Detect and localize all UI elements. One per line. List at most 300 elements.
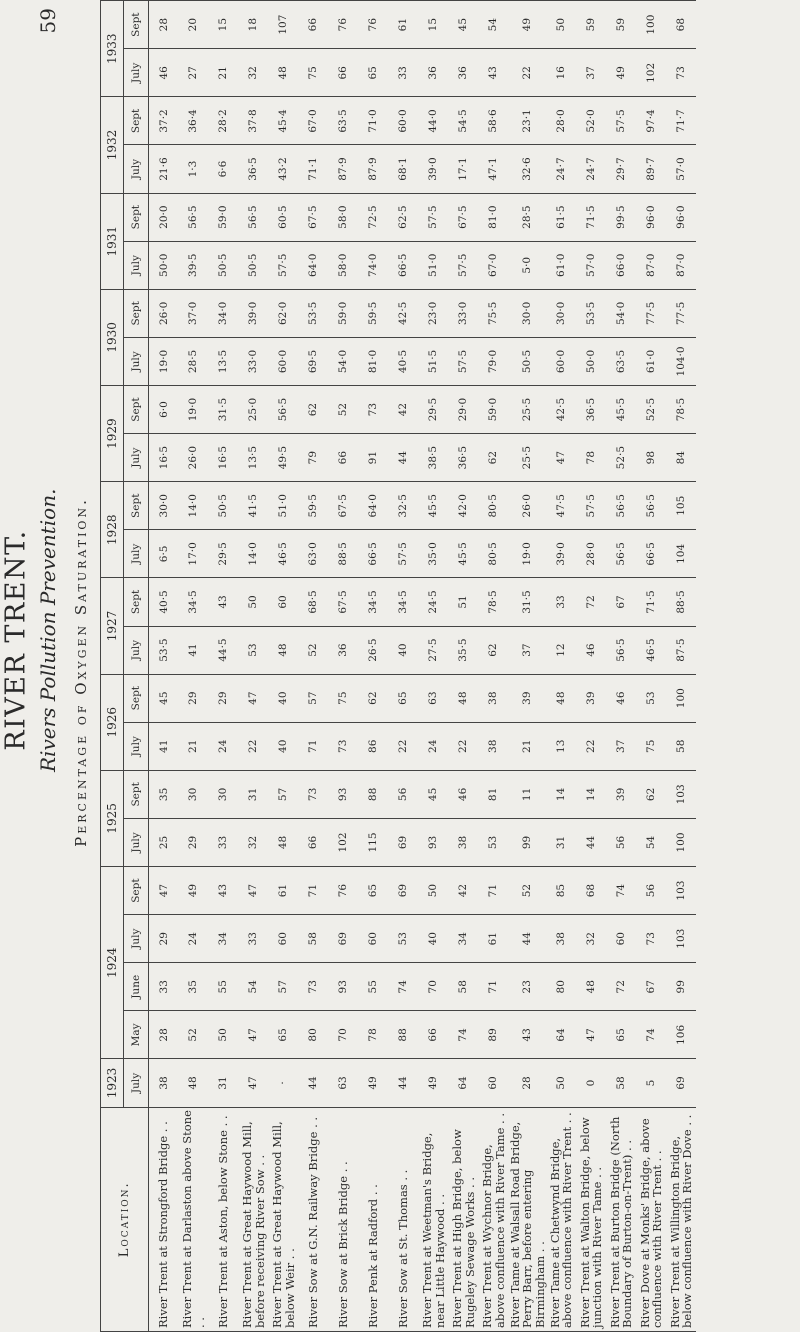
value-cell: 74	[636, 1011, 666, 1059]
month-header: Sept	[124, 289, 149, 337]
value-cell: 57·5	[449, 337, 479, 385]
value-cell: 57·5	[606, 97, 636, 145]
year-header: 1929	[101, 386, 124, 482]
value-cell: 28·5	[179, 337, 209, 385]
location-cell: River Dove at Monks' Bridge, above confluence with River Trent . .	[636, 1107, 666, 1331]
value-cell: 73	[299, 963, 329, 1011]
value-cell: 66	[329, 49, 359, 97]
value-cell: 80·5	[479, 530, 509, 578]
value-cell: 42	[389, 386, 419, 434]
value-cell: 33	[389, 49, 419, 97]
month-header: Sept	[124, 1, 149, 49]
value-cell: 67·0	[299, 97, 329, 145]
running-title: Rivers Pollution Prevention.	[36, 488, 60, 772]
value-cell: 72	[576, 578, 606, 626]
value-cell: 44·0	[419, 97, 449, 145]
year-header: 1928	[101, 482, 124, 578]
value-cell: 60·0	[269, 337, 299, 385]
location-cell: River Sow at G.N. Railway Bridge . .	[299, 1107, 329, 1331]
value-cell: 50·5	[509, 337, 547, 385]
value-cell: 46·5	[636, 626, 666, 674]
running-head	[32, 0, 66, 1332]
value-cell: 38·5	[419, 434, 449, 482]
value-cell: 36	[449, 49, 479, 97]
value-cell: 45·5	[419, 482, 449, 530]
value-cell: 56·5	[606, 626, 636, 674]
value-cell: 12	[546, 626, 576, 674]
value-cell: 49	[606, 49, 636, 97]
value-cell: 64·0	[299, 241, 329, 289]
value-cell: 29·0	[449, 386, 479, 434]
value-cell: 47	[239, 1011, 269, 1059]
value-cell: 104·0	[666, 337, 696, 385]
value-cell: 67·5	[329, 578, 359, 626]
value-cell: 52·0	[576, 97, 606, 145]
value-cell: 66	[299, 818, 329, 866]
value-cell: 48	[269, 626, 299, 674]
value-cell: 51	[449, 578, 479, 626]
year-header: 1925	[101, 770, 124, 866]
table-row	[666, 1, 696, 1332]
value-cell: 75	[299, 49, 329, 97]
value-cell: ·	[269, 1059, 299, 1107]
value-cell: 65	[359, 49, 389, 97]
month-header: July	[124, 241, 149, 289]
value-cell: 54	[239, 963, 269, 1011]
value-cell: 45	[149, 674, 179, 722]
value-cell: 61	[479, 915, 509, 963]
value-cell: 64·0	[359, 482, 389, 530]
value-cell: 32	[239, 818, 269, 866]
value-cell: 54	[479, 1, 509, 49]
value-cell: 70	[329, 1011, 359, 1059]
value-cell: 14·0	[239, 530, 269, 578]
value-cell: 46	[449, 770, 479, 818]
value-cell: 11	[509, 770, 547, 818]
year-header: 1927	[101, 578, 124, 674]
value-cell: 71	[299, 867, 329, 915]
value-cell: 28	[509, 1059, 547, 1107]
value-cell: 48	[576, 963, 606, 1011]
location-cell: River Trent at Strongford Bridge . .	[149, 1107, 179, 1331]
value-cell: 49	[509, 1, 547, 49]
value-cell: 58	[449, 963, 479, 1011]
value-cell: 43	[479, 49, 509, 97]
value-cell: 23·1	[509, 97, 547, 145]
value-cell: 25	[149, 818, 179, 866]
value-cell: 75	[329, 674, 359, 722]
value-cell: 19·0	[509, 530, 547, 578]
year-header: 1924	[101, 867, 124, 1059]
table-row	[269, 1, 299, 1332]
value-cell: 45·5	[449, 530, 479, 578]
value-cell: 32·6	[509, 145, 547, 193]
value-cell: 40·5	[149, 578, 179, 626]
value-cell: 60	[269, 578, 299, 626]
value-cell: 57·0	[666, 145, 696, 193]
table-row	[209, 1, 239, 1332]
value-cell: 62·5	[389, 193, 419, 241]
value-cell: 57·5	[449, 241, 479, 289]
value-cell: 55	[359, 963, 389, 1011]
value-cell: 31·5	[209, 386, 239, 434]
value-cell: 76	[359, 1, 389, 49]
value-cell: 102	[636, 49, 666, 97]
value-cell: 79	[299, 434, 329, 482]
value-cell: 71·7	[666, 97, 696, 145]
value-cell: 14	[576, 770, 606, 818]
month-header: July	[124, 818, 149, 866]
value-cell: 62·0	[269, 289, 299, 337]
table-row	[329, 1, 359, 1332]
table-row	[606, 1, 636, 1332]
value-cell: 45·5	[606, 386, 636, 434]
value-cell: 71	[479, 867, 509, 915]
value-cell: 100	[636, 1, 666, 49]
value-cell: 38	[149, 1059, 179, 1107]
value-cell: 19·0	[179, 386, 209, 434]
value-cell: 57	[299, 674, 329, 722]
value-cell: 87·9	[329, 145, 359, 193]
value-cell: 50·0	[576, 337, 606, 385]
value-cell: 25·0	[239, 386, 269, 434]
value-cell: 24	[179, 915, 209, 963]
value-cell: 57	[269, 963, 299, 1011]
value-cell: 31	[546, 818, 576, 866]
value-cell: 78	[359, 1011, 389, 1059]
value-cell: 51·5	[419, 337, 449, 385]
value-cell: 37	[576, 49, 606, 97]
month-header: Sept	[124, 867, 149, 915]
value-cell: 62	[359, 674, 389, 722]
table-row	[576, 1, 606, 1332]
value-cell: 57·5	[269, 241, 299, 289]
value-cell: 36·5	[449, 434, 479, 482]
value-cell: 36·5	[239, 145, 269, 193]
value-cell: 50	[546, 1059, 576, 1107]
value-cell: 32	[239, 49, 269, 97]
value-cell: 47·5	[546, 482, 576, 530]
table-row	[419, 1, 449, 1332]
value-cell: 42·5	[389, 289, 419, 337]
value-cell: 56	[636, 867, 666, 915]
value-cell: 30	[179, 770, 209, 818]
value-cell: 43	[509, 1011, 547, 1059]
value-cell: 28	[149, 1, 179, 49]
value-cell: 32	[576, 915, 606, 963]
value-cell: 50	[419, 867, 449, 915]
value-cell: 59·0	[209, 193, 239, 241]
value-cell: 67·5	[329, 482, 359, 530]
value-cell: 49	[179, 867, 209, 915]
value-cell: 19·0	[149, 337, 179, 385]
value-cell: 24·7	[546, 145, 576, 193]
value-cell: 61	[269, 867, 299, 915]
location-cell: River Trent at Wychnor Bridge, above confluence with River Tame . .	[479, 1107, 509, 1331]
value-cell: 43	[209, 578, 239, 626]
value-cell: 81·0	[359, 337, 389, 385]
value-cell: 40	[269, 674, 299, 722]
value-cell: 74	[389, 963, 419, 1011]
value-cell: 57·0	[576, 241, 606, 289]
value-cell: 56·5	[606, 482, 636, 530]
side-title-strip	[0, 0, 32, 1332]
value-cell: 50	[239, 578, 269, 626]
location-cell: River Penk at Radford . .	[359, 1107, 389, 1331]
value-cell: 34	[449, 915, 479, 963]
table-head	[101, 1, 149, 1332]
value-cell: 53	[636, 674, 666, 722]
side-title: RIVER TRENT.	[0, 529, 32, 751]
value-cell: 76	[329, 1, 359, 49]
table-row	[239, 1, 269, 1332]
value-cell: 57·5	[389, 530, 419, 578]
value-cell: 51·0	[269, 482, 299, 530]
value-cell: 46·5	[269, 530, 299, 578]
location-cell: River Trent at Aston, below Stone . .	[209, 1107, 239, 1331]
value-cell: 50	[546, 1, 576, 49]
value-cell: 58	[666, 722, 696, 770]
value-cell: 54·0	[606, 289, 636, 337]
value-cell: 53·5	[576, 289, 606, 337]
value-cell: 34·5	[359, 578, 389, 626]
value-cell: 67·0	[479, 241, 509, 289]
value-cell: 97·4	[636, 97, 666, 145]
value-cell: 13·5	[209, 337, 239, 385]
value-cell: 47	[239, 867, 269, 915]
value-cell: 35	[179, 963, 209, 1011]
table-row	[149, 1, 179, 1332]
value-cell: 21·6	[149, 145, 179, 193]
value-cell: 93	[329, 770, 359, 818]
value-cell: 99	[666, 963, 696, 1011]
value-cell: 71·5	[576, 193, 606, 241]
value-cell: 68·5	[299, 578, 329, 626]
value-cell: 52·5	[636, 386, 666, 434]
value-cell: 21	[209, 49, 239, 97]
value-cell: 74	[449, 1011, 479, 1059]
value-cell: 39	[576, 674, 606, 722]
value-cell: 36	[329, 626, 359, 674]
value-cell: 16·5	[209, 434, 239, 482]
value-cell: 58·0	[329, 193, 359, 241]
value-cell: 54·5	[449, 97, 479, 145]
value-cell: 71	[479, 963, 509, 1011]
value-cell: 103	[666, 915, 696, 963]
value-cell: 26·0	[509, 482, 547, 530]
value-cell: 93	[419, 818, 449, 866]
value-cell: 33	[209, 818, 239, 866]
value-cell: 105	[666, 482, 696, 530]
value-cell: 50	[209, 1011, 239, 1059]
value-cell: 43	[209, 867, 239, 915]
value-cell: 71·1	[299, 145, 329, 193]
value-cell: 68	[666, 1, 696, 49]
value-cell: 30	[209, 770, 239, 818]
table-row	[546, 1, 576, 1332]
year-header: 1930	[101, 289, 124, 385]
value-cell: 20	[179, 1, 209, 49]
value-cell: 23	[509, 963, 547, 1011]
value-cell: 100	[666, 674, 696, 722]
value-cell: 38	[449, 818, 479, 866]
location-header: Location.	[101, 1107, 149, 1331]
value-cell: 24	[209, 722, 239, 770]
location-cell: River Trent at Great Haywood Mill, below Weir . .	[269, 1107, 299, 1331]
value-cell: 89·7	[636, 145, 666, 193]
value-cell: 107	[269, 1, 299, 49]
value-cell: 44·5	[209, 626, 239, 674]
value-cell: 25·5	[509, 386, 547, 434]
value-cell: 39	[606, 770, 636, 818]
value-cell: 62	[479, 434, 509, 482]
value-cell: 65	[606, 1011, 636, 1059]
value-cell: 59·0	[479, 386, 509, 434]
value-cell: 44	[299, 1059, 329, 1107]
value-cell: 5·0	[509, 241, 547, 289]
value-cell: 30·0	[546, 289, 576, 337]
value-cell: 24·5	[419, 578, 449, 626]
value-cell: 6·6	[209, 145, 239, 193]
value-cell: 40	[269, 722, 299, 770]
table-body	[149, 1, 697, 1332]
month-header: June	[124, 963, 149, 1011]
month-header: July	[124, 49, 149, 97]
value-cell: 38	[479, 674, 509, 722]
value-cell: 56	[606, 818, 636, 866]
value-cell: 53	[389, 915, 419, 963]
month-header: Sept	[124, 97, 149, 145]
value-cell: 46	[576, 626, 606, 674]
value-cell: 99·5	[606, 193, 636, 241]
month-header: Sept	[124, 482, 149, 530]
value-cell: 45	[419, 770, 449, 818]
value-cell: 81·0	[479, 193, 509, 241]
value-cell: 76	[329, 867, 359, 915]
value-cell: 80	[546, 963, 576, 1011]
value-cell: 73	[329, 722, 359, 770]
value-cell: 28	[149, 1011, 179, 1059]
value-cell: 63·5	[329, 97, 359, 145]
value-cell: 6·5	[149, 530, 179, 578]
value-cell: 29·7	[606, 145, 636, 193]
value-cell: 62	[636, 770, 666, 818]
year-header: 1932	[101, 97, 124, 193]
value-cell: 85	[546, 867, 576, 915]
table-row	[636, 1, 666, 1332]
value-cell: 54·0	[329, 337, 359, 385]
value-cell: 28·2	[209, 97, 239, 145]
value-cell: 59	[606, 1, 636, 49]
value-cell: 20·0	[149, 193, 179, 241]
value-cell: 63·5	[606, 337, 636, 385]
table-row	[359, 1, 389, 1332]
value-cell: 28·5	[509, 193, 547, 241]
value-cell: 39·0	[419, 145, 449, 193]
value-cell: 38	[479, 722, 509, 770]
value-cell: 48	[179, 1059, 209, 1107]
value-cell: 29	[179, 674, 209, 722]
value-cell: 73	[666, 49, 696, 97]
value-cell: 30·0	[149, 482, 179, 530]
value-cell: 34·5	[179, 578, 209, 626]
value-cell: 39·0	[239, 289, 269, 337]
value-cell: 42·0	[449, 482, 479, 530]
value-cell: 60·0	[546, 337, 576, 385]
value-cell: 58	[299, 915, 329, 963]
value-cell: 69	[666, 1059, 696, 1107]
table-row	[179, 1, 209, 1332]
value-cell: 35·0	[419, 530, 449, 578]
value-cell: 42	[449, 867, 479, 915]
value-cell: 43·2	[269, 145, 299, 193]
value-cell: 29	[149, 915, 179, 963]
value-cell: 16	[546, 49, 576, 97]
location-cell: River Trent at Willington Bridge, below confluence with River Dove . .	[666, 1107, 696, 1331]
value-cell: 14	[546, 770, 576, 818]
value-cell: 70	[419, 963, 449, 1011]
value-cell: 56·5	[606, 530, 636, 578]
value-cell: 34·0	[209, 289, 239, 337]
value-cell: 47	[546, 434, 576, 482]
location-cell: River Trent at Great Haywood Mill, before receiving River Sow . .	[239, 1107, 269, 1331]
value-cell: 66	[299, 1, 329, 49]
value-cell: 79·0	[479, 337, 509, 385]
value-cell: 47·1	[479, 145, 509, 193]
value-cell: 24	[419, 722, 449, 770]
value-cell: 48	[269, 818, 299, 866]
month-header: July	[124, 530, 149, 578]
month-header: May	[124, 1011, 149, 1059]
value-cell: 22	[509, 49, 547, 97]
value-cell: 49	[359, 1059, 389, 1107]
value-cell: 15	[209, 1, 239, 49]
value-cell: 36·5	[576, 386, 606, 434]
value-cell: 73	[359, 386, 389, 434]
value-cell: 36	[419, 49, 449, 97]
value-cell: 0	[576, 1059, 606, 1107]
value-cell: 73	[299, 770, 329, 818]
value-cell: 47	[149, 867, 179, 915]
value-cell: 63	[329, 1059, 359, 1107]
value-cell: 34·5	[389, 578, 419, 626]
value-cell: 61·0	[636, 337, 666, 385]
value-cell: 69	[389, 867, 419, 915]
year-header-row	[101, 1, 124, 1332]
value-cell: 22	[389, 722, 419, 770]
value-cell: 56	[389, 770, 419, 818]
value-cell: 44	[389, 434, 419, 482]
value-cell: 58·0	[329, 241, 359, 289]
value-cell: 96·0	[636, 193, 666, 241]
value-cell: 69	[329, 915, 359, 963]
rotated-page	[32, 0, 800, 1332]
month-header: July	[124, 434, 149, 482]
value-cell: 29·5	[209, 530, 239, 578]
value-cell: 39	[509, 674, 547, 722]
value-cell: 22	[449, 722, 479, 770]
value-cell: 87·5	[666, 626, 696, 674]
oxygen-table	[100, 0, 696, 1332]
value-cell: 74	[606, 867, 636, 915]
value-cell: 50·5	[209, 482, 239, 530]
location-cell: River Trent at Weetman's Bridge, near Little Haywood . .	[419, 1107, 449, 1331]
value-cell: 37	[509, 626, 547, 674]
value-cell: 100	[666, 818, 696, 866]
value-cell: 115	[359, 818, 389, 866]
value-cell: 30·0	[509, 289, 547, 337]
value-cell: 44	[389, 1059, 419, 1107]
